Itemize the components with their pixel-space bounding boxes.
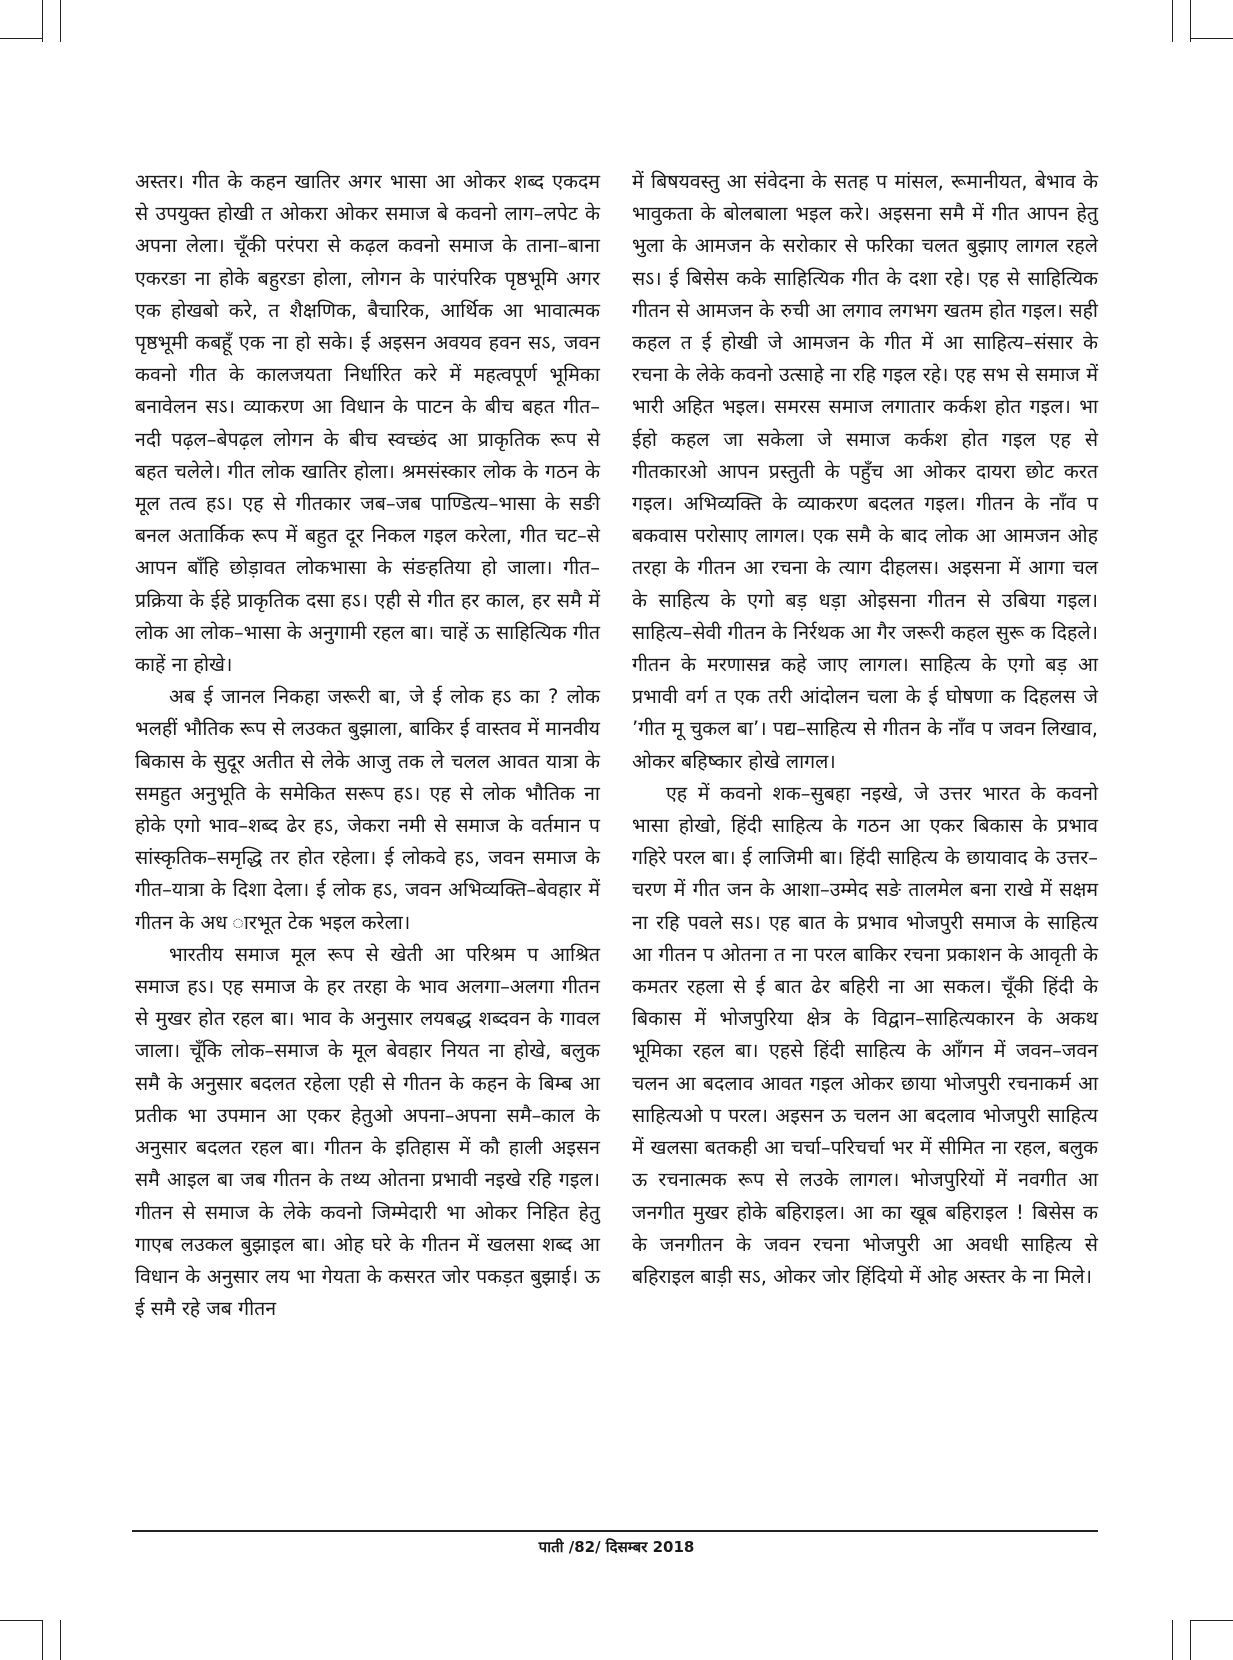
crop-mark-bottom-right-horizontal [1190,1620,1233,1621]
left-paragraph-3: भारतीय समाज मूल रूप से खेती आ परिश्रम प आश्रित समाज हऽ। एह समाज के हर तरहा के भाव अलगा–अलगा गीतन से मुखर होत रहल बा। भाव के अनुसार लयबद्ध शब्दवन के गावल जाला। चूँकि लोक–समाज के मूल बेवहार नियत ना होखे, बलुक समै के अनुसार बदलत रहेला एही से गीतन के कहन के बिम्ब आ प्रतीक भा उपमान आ एकर हेतुओ अपना–अपना समै–काल के अनुसार बदलत रहल बा। गीतन के इतिहास में कौ हाली अइसन समै आइल बा जब गीतन के तथ्य ओतना प्रभावी नइखे रहि गइल। गीतन से समाज के लेके कवनो जिम्मेदारी भा ओकर निहित हेतु गाएब लउकल बुझाइल बा। ओह घरे के गीतन में खलसा शब्द आ विधान के अनुसार लय भा गेयता के कसरत जोर पकड़त बुझाई। ऊ ई समै रहे जब गीतन [135,942,600,1321]
crop-mark-top-right-vertical-outer [1172,0,1173,42]
crop-mark-top-left-horizontal [0,38,42,39]
crop-mark-top-left-vertical-outer [60,0,61,42]
page-footer: पाती /82/ दिसम्बर 2018 [538,1538,695,1556]
crop-mark-top-left-vertical [42,0,43,42]
crop-mark-top-right-vertical [1190,0,1191,42]
crop-mark-bottom-left-vertical-outer [60,1620,61,1660]
left-paragraph-2: अब ई जानल निकहा जरूरी बा, जे ई लोक हऽ का ? लोक भलहीं भौतिक रूप से लउकत बुझाला, बाकिर ई वास्तव में मानवीय बिकास के सुदूर अतीत से लेके आजु तक ले चलल आवत यात्रा के समहुत अनुभूति के समेकित सरूप हऽ। एह से लोक भौतिक ना होके एगो भाव–शब्द ढेर हऽ, जेकरा नमी से समाज के वर्तमान प सांस्कृतिक–समृद्धि तर होत रहेला। ई लोकवे हऽ, जवन समाज के गीत–यात्रा के दिशा देला। ई लोक हऽ, जवन अभिव्यक्ति–बेवहार में गीतन के अध ारभूत टेक भइल करेला। [135,685,600,934]
crop-mark-bottom-left-vertical [42,1620,43,1660]
left-text-column [135,166,600,1325]
footer-rule [132,1530,1098,1532]
left-paragraph-1: अस्तर। गीत के कहन खातिर अगर भासा आ ओकर शब्द एकदम से उपयुक्त होखी त ओकरा ओकर समाज बे कवनो लाग–लपेट के अपना लेला। चूँकी परंपरा से कढ़ल कवनो समाज के ताना–बाना एकरङा ना होके बहुरङा होला, लोगन के पारंपरिक पृष्ठभूमि अगर एक होखबो करे, त शैक्षणिक, बैचारिक, आर्थिक आ भावात्मक पृष्ठभूमी कबहूँ एक ना हो सके। ई अइसन अवयव हवन सऽ, जवन कवनो गीत के कालजयता निर्धारित करे में महत्वपूर्ण भूमिका बनावेलन सऽ। व्याकरण आ विधान के पाटन के बीच बहत गीत–नदी पढ़ल–बेपढ़ल लोगन के बीच स्वच्छंद आ प्राकृतिक रूप से बहत चलेले। गीत लोक खातिर होला। श्रमसंस्कार लोक के गठन के मूल तत्व हऽ। एह से गीतकार जब–जब पाण्डित्य–भासा के सङी बनल अतार्किक रूप में बहुत दूर निकल गइल करेला, गीत चट–से आपन बाँहि छोड़ावत लोकभासा के संङहतिया हो जाला। गीत–प्रक्रिया के ईहे प्राकृतिक दसा हऽ। एही से गीत हर काल, हर समै में लोक आ लोक–भासा के अनुगामी रहल बा। चाहें ऊ साहित्यिक गीत काहें ना होखे। [135,170,600,677]
crop-mark-bottom-right-vertical-outer [1172,1620,1173,1660]
crop-mark-bottom-right-vertical [1190,1620,1191,1660]
crop-mark-bottom-left-horizontal [0,1620,42,1621]
right-paragraph-2: एह में कवनो शक–सुबहा नइखे, जे उत्तर भारत के कवनो भासा होखो, हिंदी साहित्य के गठन आ एकर बिकास के प्रभाव गहिरे परल बा। ई लाजिमी बा। हिंदी साहित्य के छायावाद के उत्तर–चरण में गीत जन के आशा–उम्मेद सङे तालमेल बना राखे में सक्षम ना रहि पवले सऽ। एह बात के प्रभाव भोजपुरी समाज के साहित्य आ गीतन प ओतना त ना परल बाकिर रचना प्रकाशन के आवृती के कमतर रहला से ई बात ढेर बहिरी ना आ सकल। चूँकी हिंदी के बिकास में भोजपुरिया क्षेत्र के विद्वान–साहित्यकारन के अकथ भूमिका रहल बा। एहसे हिंदी साहित्य के आँगन में जवन–जवन चलन आ बदलाव आवत गइल ओकर छाया भोजपुरी रचनाकर्म आ साहित्यओ प परल। अइसन ऊ चलन आ बदलाव भोजपुरी साहित्य में खलसा बतकही आ चर्चा–परिचर्चा भर में सीमित ना रहल, बलुक ऊ रचनात्मक रूप से लउके लागल। भोजपुरियों में नवगीत आ जनगीत मुखर होके बहिराइल। आ का खूब बहिराइल ! बिसेस क के जनगीतन के जवन रचना भोजपुरी आ अवधी साहित्य से बहिराइल बाड़ी सऽ, ओकर जोर हिंदियो में ओह अस्तर के ना मिले। [632,781,1098,1288]
right-paragraph-1: में बिषयवस्तु आ संवेदना के सतह प मांसल, रूमानीयत, बेभाव के भावुकता के बोलबाला भइल करे। अइसना समै में गीत आपन हेतु भुला के आमजन के सरोकार से फरिका चलत बुझाए लागल रहले सऽ। ई बिसेस कके साहित्यिक गीत के दशा रहे। एह से साहित्यिक गीतन से आमजन के रुची आ लगाव लगभग खतम होत गइल। सही कहल त ई होखी जे आमजन के गीत में आ साहित्य–संसार के रचना के लेके कवनो उत्साहे ना रहि गइल रहे। एह सभ से समाज में भारी अहित भइल। समरस समाज लगातार कर्कश होत गइल। भा ईहो कहल जा सकेला जे समाज कर्कश होत गइल एह से गीतकारओ आपन प्रस्तुती के पहुँच आ ओकर दायरा छोट करत गइल। अभिव्यक्ति के व्याकरण बदलत गइल। गीतन के नाँव प बकवास परोसाए लागल। एक समै के बाद लोक आ आमजन ओह तरहा के गीतन आ रचना के त्याग दीहलस। अइसना में आगा चल के साहित्य के एगो बड़ धड़ा ओइसना गीतन से उबिया गइल। साहित्य–सेवी गीतन के निर्रथक आ गैर जरूरी कहल सुरू क दिहले। गीतन के मरणासन्न कहे जाए लागल। साहित्य के एगो बड़ आ प्रभावी वर्ग त एक तरी आंदोलन चला के ई घोषणा क दिहलस जे ’गीत मू चुकल बा’। पद्य–साहित्य से गीतन के नाँव प जवन लिखाव, ओकर बहिष्कार होखे लागल। [632,170,1098,773]
crop-mark-top-right-horizontal [1190,38,1233,39]
right-text-column [632,166,1098,1293]
